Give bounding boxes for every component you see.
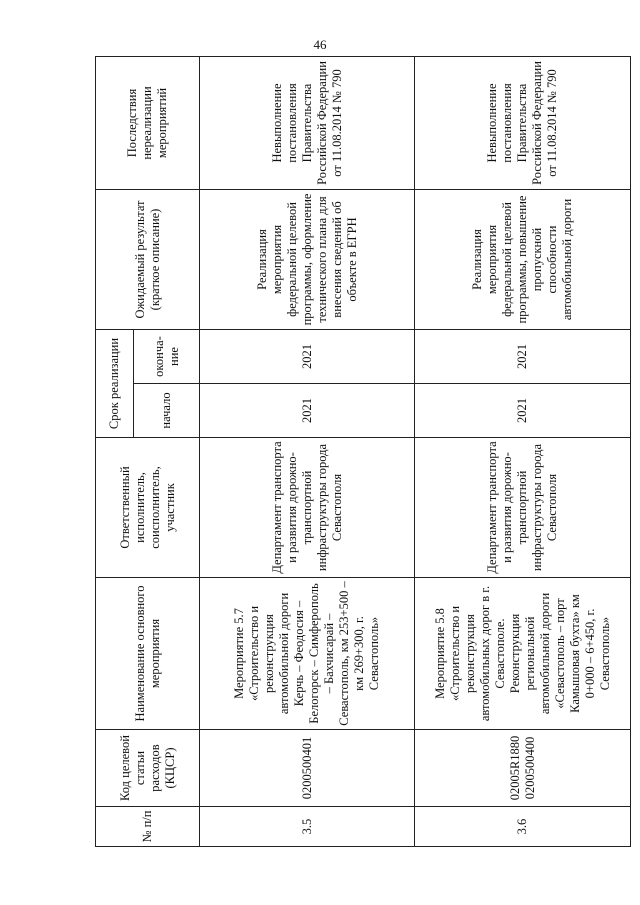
cell-code: 0200500401 <box>200 730 415 807</box>
header-period: Срок реализации <box>96 329 134 437</box>
rotated-table-container <box>95 57 630 847</box>
table-row <box>415 56 631 846</box>
header-start: начало <box>134 384 200 438</box>
cell-result: Реализация мероприятия федеральной целевой программы, оформление технического плана для внесения сведений об объекте в ЕГРН <box>200 189 415 329</box>
cell-name: Мероприятие 5.8 «Строительство и реконструкция автомобильных дорог в г. Севастополе. Реконструкция региональной автомобильной дороги «Севастополь – порт Камышовая бухта» км 0+000 – 6+450, г. Севастополь» <box>415 578 631 730</box>
cell-num: 3.5 <box>200 807 415 847</box>
header-end: оконча-ние <box>134 329 200 383</box>
cell-name: Мероприятие 5.7 «Строительство и реконструкция автомобильной дороги Керчь – Феодосия – Белогорск – Симферополь – Бахчисарай – Севастополь, км 253+500 – км 269+300, г. Севастополь» <box>200 578 415 730</box>
header-row <box>96 56 134 846</box>
header-num: № п/п <box>96 807 200 847</box>
header-consequences: Последствия нереализации мероприятий <box>96 56 200 189</box>
header-executor: Ответственный исполнитель, соисполнитель, участник <box>96 438 200 578</box>
cell-result: Реализация мероприятия федеральной целевой программы, повышение пропускной способности автомобильной дороги <box>415 189 631 329</box>
cell-executor: Департамент транспорта и развития дорожно-транспортной инфраструктуры города Севастополя <box>415 438 631 578</box>
header-name: Наименование основного мероприятия <box>96 578 200 730</box>
measures-table <box>95 56 631 847</box>
cell-end: 2021 <box>200 329 415 383</box>
header-result: Ожидаемый результат (краткое описание) <box>96 189 200 329</box>
cell-start: 2021 <box>415 384 631 438</box>
header-code: Код целевой статьи расходов (КЦСР) <box>96 730 200 807</box>
cell-executor: Департамент транспорта и развития дорожно-транспортной инфраструктуры города Севастополя <box>200 438 415 578</box>
cell-num: 3.6 <box>415 807 631 847</box>
cell-consequences: Невыполнение постановления Правительства Российской Федерации от 11.08.2014 № 790 <box>415 56 631 189</box>
cell-code: 02005R1880 0200500400 <box>415 730 631 807</box>
page-number: 46 <box>313 37 327 52</box>
table-row <box>200 56 415 846</box>
cell-consequences: Невыполнение постановления Правительства Российской Федерации от 11.08.2014 № 790 <box>200 56 415 189</box>
cell-start: 2021 <box>200 384 415 438</box>
cell-end: 2021 <box>415 329 631 383</box>
